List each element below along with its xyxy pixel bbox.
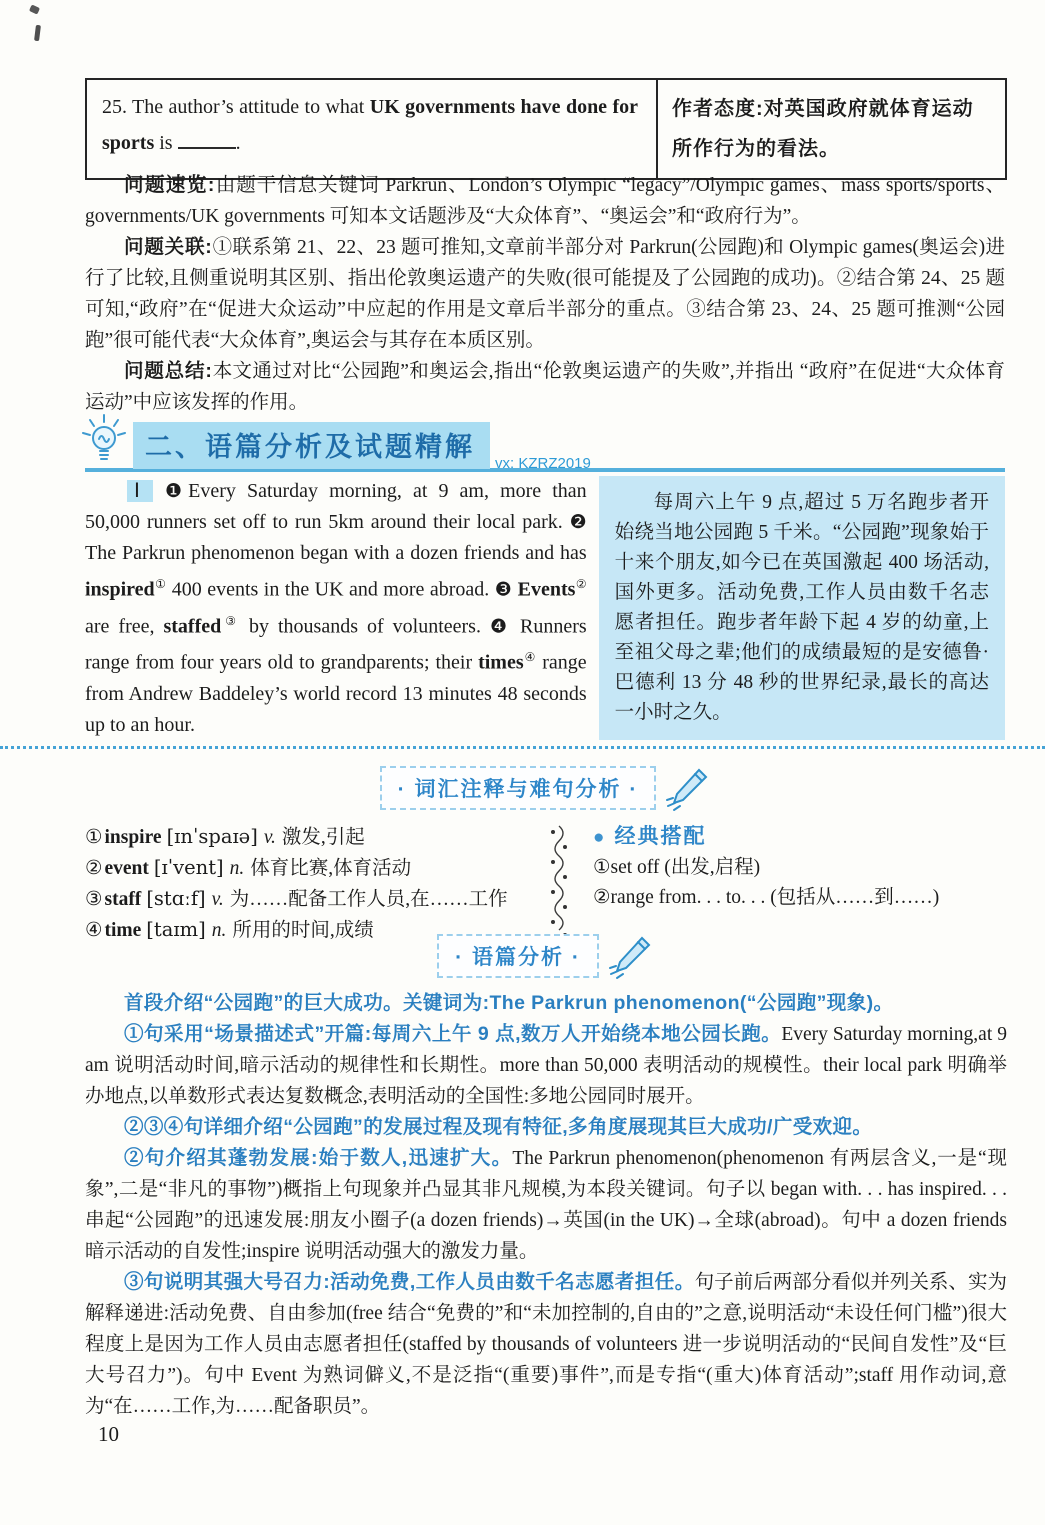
vocab-word-inline: staffed (163, 615, 222, 638)
analysis-lead: 首段介绍“公园跑”的巨大成功。关键词为:The Parkrun phenomenon(“公园跑”现象)。 (124, 992, 894, 1014)
vocab-ref: ① (154, 577, 167, 591)
sentence-text: The Parkrun phenomenon began with a dozen friends and has (85, 542, 587, 564)
scan-mark (34, 25, 41, 41)
relation-paragraph (85, 232, 1005, 356)
vocab-list (85, 822, 537, 946)
analysis-lead: ③句说明其强大号召力:活动免费,工作人员由数千名志愿者担任。 (124, 1271, 695, 1293)
vocab-pos: v. (263, 827, 276, 848)
overview-label: 问题速览: (124, 174, 215, 196)
vocab-word: inspire (104, 827, 162, 848)
vocab-word: staff (104, 889, 142, 910)
sentence-text: are free, (85, 615, 164, 638)
analysis-text: 句子前后两部分看似并列关系、实为解释递进:活动免费、自由参加(free 结合“免费的”和“未加控制的,自由的”之意,说明活动“未设任何门槛”)很大程度上是因为工作人员由志愿者担任(staffed by thousands of volunteers 进一步说明活动的“民间自发性”及“巨大号召力”)。句中 Event 为熟词僻义,不是泛指“(重要)事件”,而是专指“(重大)体育活动”;staff 用作动词,意为“在……工作,为……配备职员”。 (85, 1272, 1007, 1417)
vocab-ipa: [ɪnˈspaɪə] (166, 825, 258, 848)
analysis-lead: ②句介绍其蓬勃发展:始于数人,迅速扩大。 (124, 1147, 513, 1169)
vocab-header-title: · 词汇注释与难句分析 · (380, 766, 657, 810)
overview-paragraph (85, 170, 1005, 232)
vocab-definition: 体育比赛,体育活动 (250, 858, 412, 879)
analysis-paragraph (85, 1143, 1007, 1267)
question-text: is (154, 132, 178, 154)
passage-row (85, 476, 1005, 741)
question-cell-english (87, 80, 658, 178)
question-table (85, 78, 1007, 180)
vocab-row (85, 822, 1005, 946)
vocab-section-header (85, 766, 1005, 817)
analysis-paragraph (85, 1112, 1007, 1143)
collocation-item: ①set off (出发,启程) (593, 857, 761, 878)
collocation-title: 经典搭配 (614, 825, 707, 848)
overview-text: 由题干信息关键词 Parkrun、London’s Olympic “legacy”/Olympic games、mass sports/sports、governments/UK governments 可知本文话题涉及“大众体育”、“奥运会”和“政府行为”。 (85, 175, 1005, 227)
sentence-number: ❹ (489, 616, 511, 638)
scan-mark (29, 4, 40, 14)
translation-text: 每周六上午 9 点,超过 5 万名跑步者开始绕当地公园跑 5 千米。“公园跑”现象始于十来个朋友,如今已在英国激起 400 场活动,国外更多。活动免费,工作人员由数千名志愿者担任。跑步者年龄下起 4 岁的幼童,上至祖父母之辈;他们的成绩最短的是安德鲁·巴德利 13 分 48 秒的世界纪录,最长的高达一小时之久。 (614, 492, 989, 723)
vocab-word: event (104, 858, 149, 879)
lightbulb-icon (79, 414, 129, 473)
vocab-ref: ③ (221, 613, 240, 628)
relation-label: 问题关联: (124, 236, 213, 258)
sentence-number: ❸ (494, 579, 513, 601)
vocab-ref: ② (575, 577, 587, 591)
question-chinese-text: 作者态度:对英国政府就体育运动所作行为的看法。 (672, 98, 974, 160)
analysis-section-header (85, 934, 1005, 985)
vocab-num: ② (85, 858, 103, 879)
vocab-definition: 所用的时间,成绩 (232, 920, 374, 941)
vocab-num: ① (85, 827, 103, 848)
collocation-block (581, 822, 1005, 946)
question-number: 25. (102, 96, 127, 118)
analysis-body (85, 988, 1007, 1422)
question-keyword: UK governments have done for sports (102, 96, 639, 154)
vocab-item (85, 822, 537, 853)
vocab-word-inline: times (478, 651, 524, 674)
vocab-pos: n. (229, 858, 245, 879)
collocation-header (593, 822, 1005, 853)
bullet-icon: ● (593, 827, 607, 848)
english-passage (85, 476, 587, 741)
vocab-pos: v. (211, 889, 224, 910)
summary-paragraph (85, 356, 1005, 418)
sentence-text: by thousands of volunteers. (240, 615, 490, 638)
vocab-word: time (104, 920, 142, 941)
question-text: . (235, 132, 241, 154)
question-text: The author’s attitude to what (132, 96, 370, 118)
section-header (85, 422, 1005, 472)
question-cell-chinese (658, 80, 1005, 178)
vocab-item (85, 884, 537, 915)
dotted-divider (0, 746, 1045, 749)
pen-icon (607, 934, 653, 985)
vocab-ipa: [taɪm] (146, 918, 206, 941)
sentence-text: Runners range from four years old to grandparents; their (85, 615, 587, 674)
page-number: 10 (98, 1422, 119, 1446)
vocab-item (85, 853, 537, 884)
vocab-num: ③ (85, 889, 103, 910)
section-title: 二、语篇分析及试题精解 (133, 422, 490, 469)
vocab-ref: ④ (523, 650, 537, 665)
vocab-word-inline: inspired (85, 578, 155, 601)
pen-icon (664, 766, 710, 817)
sentence-number: ❶ (164, 481, 189, 502)
watermark-text: vx: KZRZ2019 (495, 455, 591, 472)
analysis-paragraph (85, 1019, 1007, 1112)
sentence-number: ❷ (569, 512, 587, 533)
summary-text: 本文通过对比“公园跑”和奥运会,指出“伦敦奥运遗产的失败”,并指出 “政府”在促进“大众体育运动”中应该发挥的作用。 (85, 361, 1005, 413)
analysis-lead: ①句采用“场景描述式”开篇:每周六上午 9 点,数万人开始绕本地公园长跑。 (124, 1023, 782, 1045)
analysis-lead: ②③④句详细介绍“公园跑”的发展过程及现有特征,多角度展现其巨大成功/广受欢迎。 (124, 1116, 873, 1138)
analysis-paragraph (85, 988, 1007, 1019)
translation-box (599, 476, 1005, 740)
collocation-item: ②range from. . . to. . . (包括从……到……) (593, 887, 940, 908)
summary-label: 问题总结: (124, 360, 213, 382)
vocab-definition: 激发,引起 (281, 827, 365, 848)
vocab-definition: 为……配备工作人员,在……工作 (229, 889, 508, 910)
analysis-paragraph (85, 1267, 1007, 1422)
relation-text: ①联系第 21、22、23 题可推知,文章前半部分对 Parkrun(公园跑)和 Olympic games(奥运会)进行了比较,且侧重说明其区别、指出伦敦奥运遗产的失败(很可能提及了公园跑的成功)。②结合第 24、25 题可知,“政府”在“促进大众运动”中应起的作用是文章后半部分的重点。③结合第 23、24、25 题可推测“公园跑”很可能代表“大众体育”,奥运会与其存在本质区别。 (85, 237, 1005, 351)
sentence-text: range from Andrew Baddeley’s world record 13 minutes 48 seconds up to an hour. (85, 651, 587, 736)
analysis-header-title: · 语篇分析 · (437, 934, 599, 978)
vocab-ipa: [ɪˈvent] (153, 856, 224, 879)
question-analysis-block (85, 170, 1005, 418)
squiggle-divider (537, 822, 581, 946)
sentence-text: 400 events in the UK and more abroad. (166, 578, 495, 601)
vocab-ipa: [stɑːf] (146, 887, 206, 910)
analysis-text: The Parkrun phenomenon(phenomenon 有两层含义,一是“现象”,二是“非凡的事物”)概指上句现象并凸显其非凡规模,为本段关键词。句子以 began with. . . has inspired. . . 串起“公园跑”的迅速发展:朋友小圈子(a dozen friends)→英国(in the UK)→全球(abroad)。句中 a dozen friends 暗示活动的自发性;inspire 说明活动强大的激发力量。 (85, 1148, 1007, 1262)
sentence-text: Every Saturday morning, at 9 am, more than 50,000 runners set off to run 5km around their local park. (85, 480, 587, 533)
vocab-num: ④ (85, 920, 103, 941)
answer-blank (178, 133, 236, 149)
vocab-pos: n. (211, 920, 227, 941)
paragraph-marker: Ⅰ (127, 480, 153, 502)
analysis-text: Every Saturday morning,at 9 am 说明活动时间,暗示活动的规律性和长期性。more than 50,000 表明活动的规模性。their local park 明确举办地点,以单数形式表达复数概念,表明活动的全国性:多地公园同时展开。 (85, 1024, 1007, 1107)
vocab-word-inline: Events (517, 578, 576, 601)
